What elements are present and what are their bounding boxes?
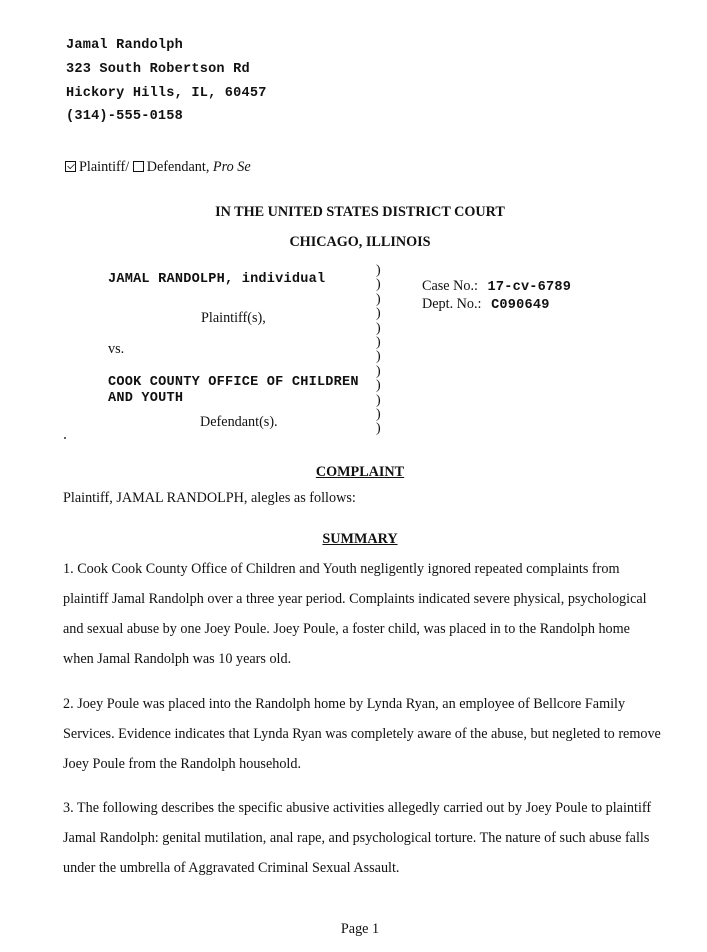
pro-se-label: Pro Se	[212, 159, 251, 175]
summary-paragraph-2: 2. Joey Poule was placed into the Randolph home by Lynda Ryan, an employee of Bellcore Family Services. Evidence indicates that Lynda Ryan was completely aware of the abuse, but negleted to remove Joey Poule from the Randolph household.	[63, 696, 661, 772]
summary-paragraph-1: 1. Cook Cook County Office of Children and Youth negligently ignored repeated complaints from plaintiff Jamal Randolph over a three year period. Complaints indicated severe physical, psychological and sexual abuse by one Joey Poule. Joey Poule, a foster child, was placed in to the Randolph home when Jamal Randolph was 10 years old.	[63, 561, 647, 667]
header-name: Jamal Randolph	[66, 38, 184, 53]
page-number: Page 1	[340, 921, 380, 937]
plaintiff-checkbox	[65, 161, 76, 172]
complaint-heading: COMPLAINT	[315, 464, 405, 480]
dept-no-value: C090649	[491, 298, 550, 313]
summary-paragraph-3: 3. The following describes the specific abusive activities allegedly carried out by Joey Poule to plaintiff Jamal Randolph: genital mutilation, anal rape, and psychological torture. The nature of such abuse falls under the umbrella of Aggravated Criminal Sexual Assault.	[63, 800, 652, 876]
caption-plaintiff-name: JAMAL RANDOLPH, individual	[108, 272, 326, 287]
caption-divider: ) ) ) ) ) ) ) ) ) ) ) )	[376, 263, 381, 437]
header-address-line2: Hickory Hills, IL, 60457	[66, 86, 267, 101]
dept-number-row	[422, 296, 550, 313]
dept-no-label: Dept. No.:	[422, 296, 482, 312]
complaint-intro: Plaintiff, JAMAL RANDOLPH, alegles as follows:	[63, 490, 356, 506]
court-title: IN THE UNITED STATES DISTRICT COURT	[215, 204, 505, 220]
case-no-label: Case No.:	[422, 278, 478, 294]
summary-heading: SUMMARY	[322, 531, 398, 547]
caption-defendant-line2: AND YOUTH	[108, 391, 184, 406]
case-number-row	[422, 278, 571, 295]
court-location: CHICAGO, ILLINOIS	[289, 234, 431, 250]
defendant-role-label: Defendant,	[146, 159, 210, 175]
defendant-checkbox	[133, 161, 144, 172]
party-role-line	[65, 159, 251, 176]
stray-mark	[64, 437, 66, 439]
caption-defendant-label: Defendant(s).	[200, 414, 278, 430]
plaintiff-role-label: Plaintiff/	[79, 159, 130, 175]
caption-defendant-line1: COOK COUNTY OFFICE OF CHILDREN	[108, 375, 359, 390]
header-address-line1: 323 South Robertson Rd	[66, 62, 250, 77]
caption-vs: vs.	[108, 341, 125, 357]
header-phone: (314)-555-0158	[66, 109, 184, 124]
caption-plaintiff-label: Plaintiff(s),	[201, 310, 266, 326]
case-no-value: 17-cv-6789	[487, 280, 572, 295]
